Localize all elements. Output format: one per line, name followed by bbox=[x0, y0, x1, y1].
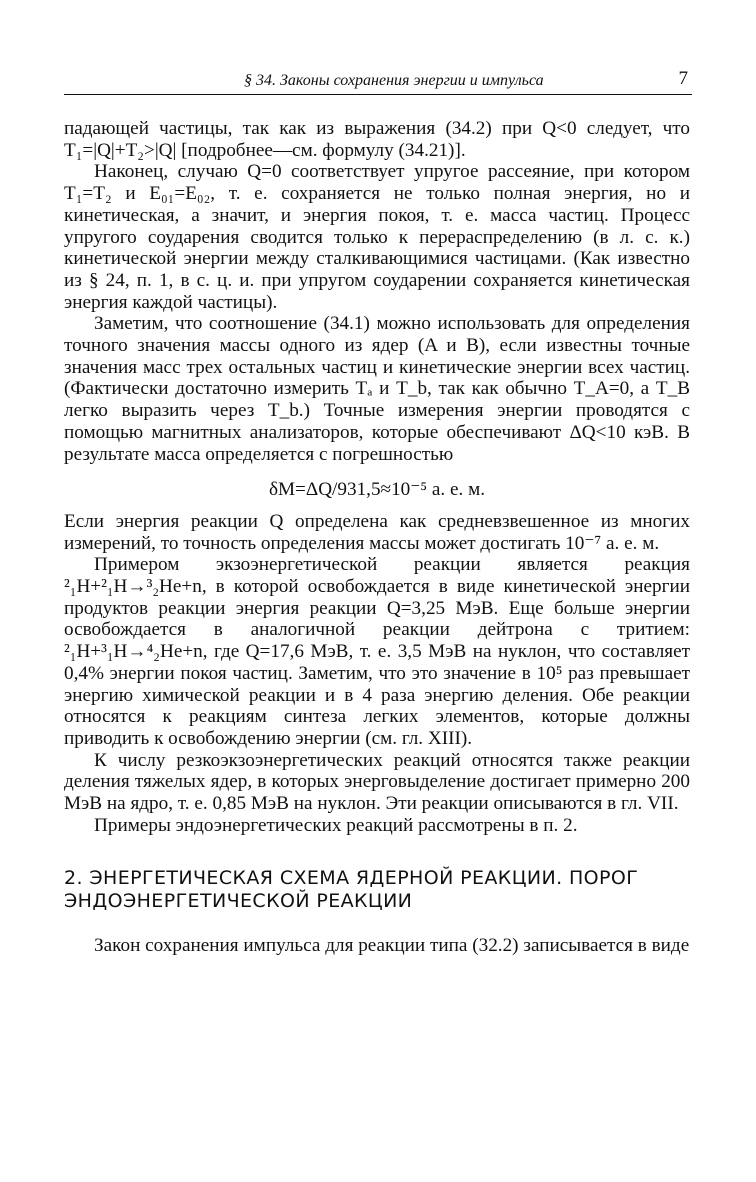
section-heading: 2. ЭНЕРГЕТИЧЕСКАЯ СХЕМА ЯДЕРНОЙ РЕАКЦИИ. ПОРОГ ЭНДОЭНЕРГЕТИЧЕСКОЙ РЕАКЦИИ bbox=[64, 866, 639, 912]
paragraph-7: Примеры эндоэнергетических реакций рассмотрены в п. 2. bbox=[94, 814, 578, 836]
paragraph-6: К числу резкоэкзоэнергетических реакций относятся также реакции деления тяжелых ядер, в которых энерговыделение достигает примерно 200 МэВ на ядро, т. е. 0,85 МэВ на нуклон. Эти реакции описываются в гл. VII. bbox=[64, 749, 690, 815]
running-header bbox=[64, 68, 692, 95]
paragraph-8: Закон сохранения импульса для реакции типа (32.2) записывается в виде bbox=[94, 934, 690, 956]
paragraph-4: Если энергия реакции Q определена как средневзвешенное из многих измерений, то точность определения массы может достигать 10⁻⁷ а. е. м. bbox=[64, 510, 690, 554]
paragraph-2: Наконец, случаю Q=0 соответствует упругое рассеяние, при котором T₁=T₂ и E₀₁=E₀₂, т. е. сохраняется не только полная энергия, но и кинетическая, а значит, и энергия покоя, т. е. масса частиц. Процесс упругого соударения сводится только к перераспределению (в л. с. к.) кинетической энергии между сталкивающимися частицами. (Как известно из § 24, п. 1, в с. ц. и. при упругом соударении сохраняется кинетическая энергия каждой частицы). bbox=[64, 161, 690, 313]
paragraph-3: Заметим, что соотношение (34.1) можно использовать для определения точного значения массы одного из ядер (A и B), если известны точные значения масс трех остальных частиц и кинетические энергии всех частиц. (Фактически достаточно измерить Tₐ и T_b, так как обычно T_A=0, а T_B легко выразить через T_b.) Точные измерения энергии проводятся с помощью магнитных анализаторов, которые обеспечивают ΔQ<10 кэВ. В результате масса определяется с погрешностью bbox=[64, 313, 690, 465]
page-body bbox=[64, 118, 690, 956]
formula-mass-error: δM=ΔQ/931,5≈10⁻⁵ а. е. м. bbox=[268, 479, 486, 501]
paragraph-5: Примером экзоэнергетической реакции является реакция ²₁H+²₁H→³₂He+n, в которой освобождается в виде кинетической энергии продуктов реакции энергия реакции Q=3,25 МэВ. Еще больше энергии освобождается в аналогичной реакции дейтрона с тритием: ²₁H+³₁H→⁴₂He+n, где Q=17,6 МэВ, т. е. 3,5 МэВ на нуклон, что составляет 0,4% энергии покоя частиц. Заметим, что это значение в 10⁵ раз превышает энергию химической реакции и в 4 раза энергию деления. Обе реакции относятся к реакциям синтеза легких элементов, которые должны приводить к освобождению энергии (см. гл. XIII). bbox=[64, 554, 690, 749]
page-number: 7 bbox=[678, 68, 688, 89]
header-title: § 34. Законы сохранения энергии и импульса bbox=[244, 72, 544, 89]
paragraph-1: падающей частицы, так как из выражения (34.2) при Q<0 следует, что T₁=|Q|+T₂>|Q| [подробнее—см. формулу (34.21)]. bbox=[64, 118, 690, 161]
